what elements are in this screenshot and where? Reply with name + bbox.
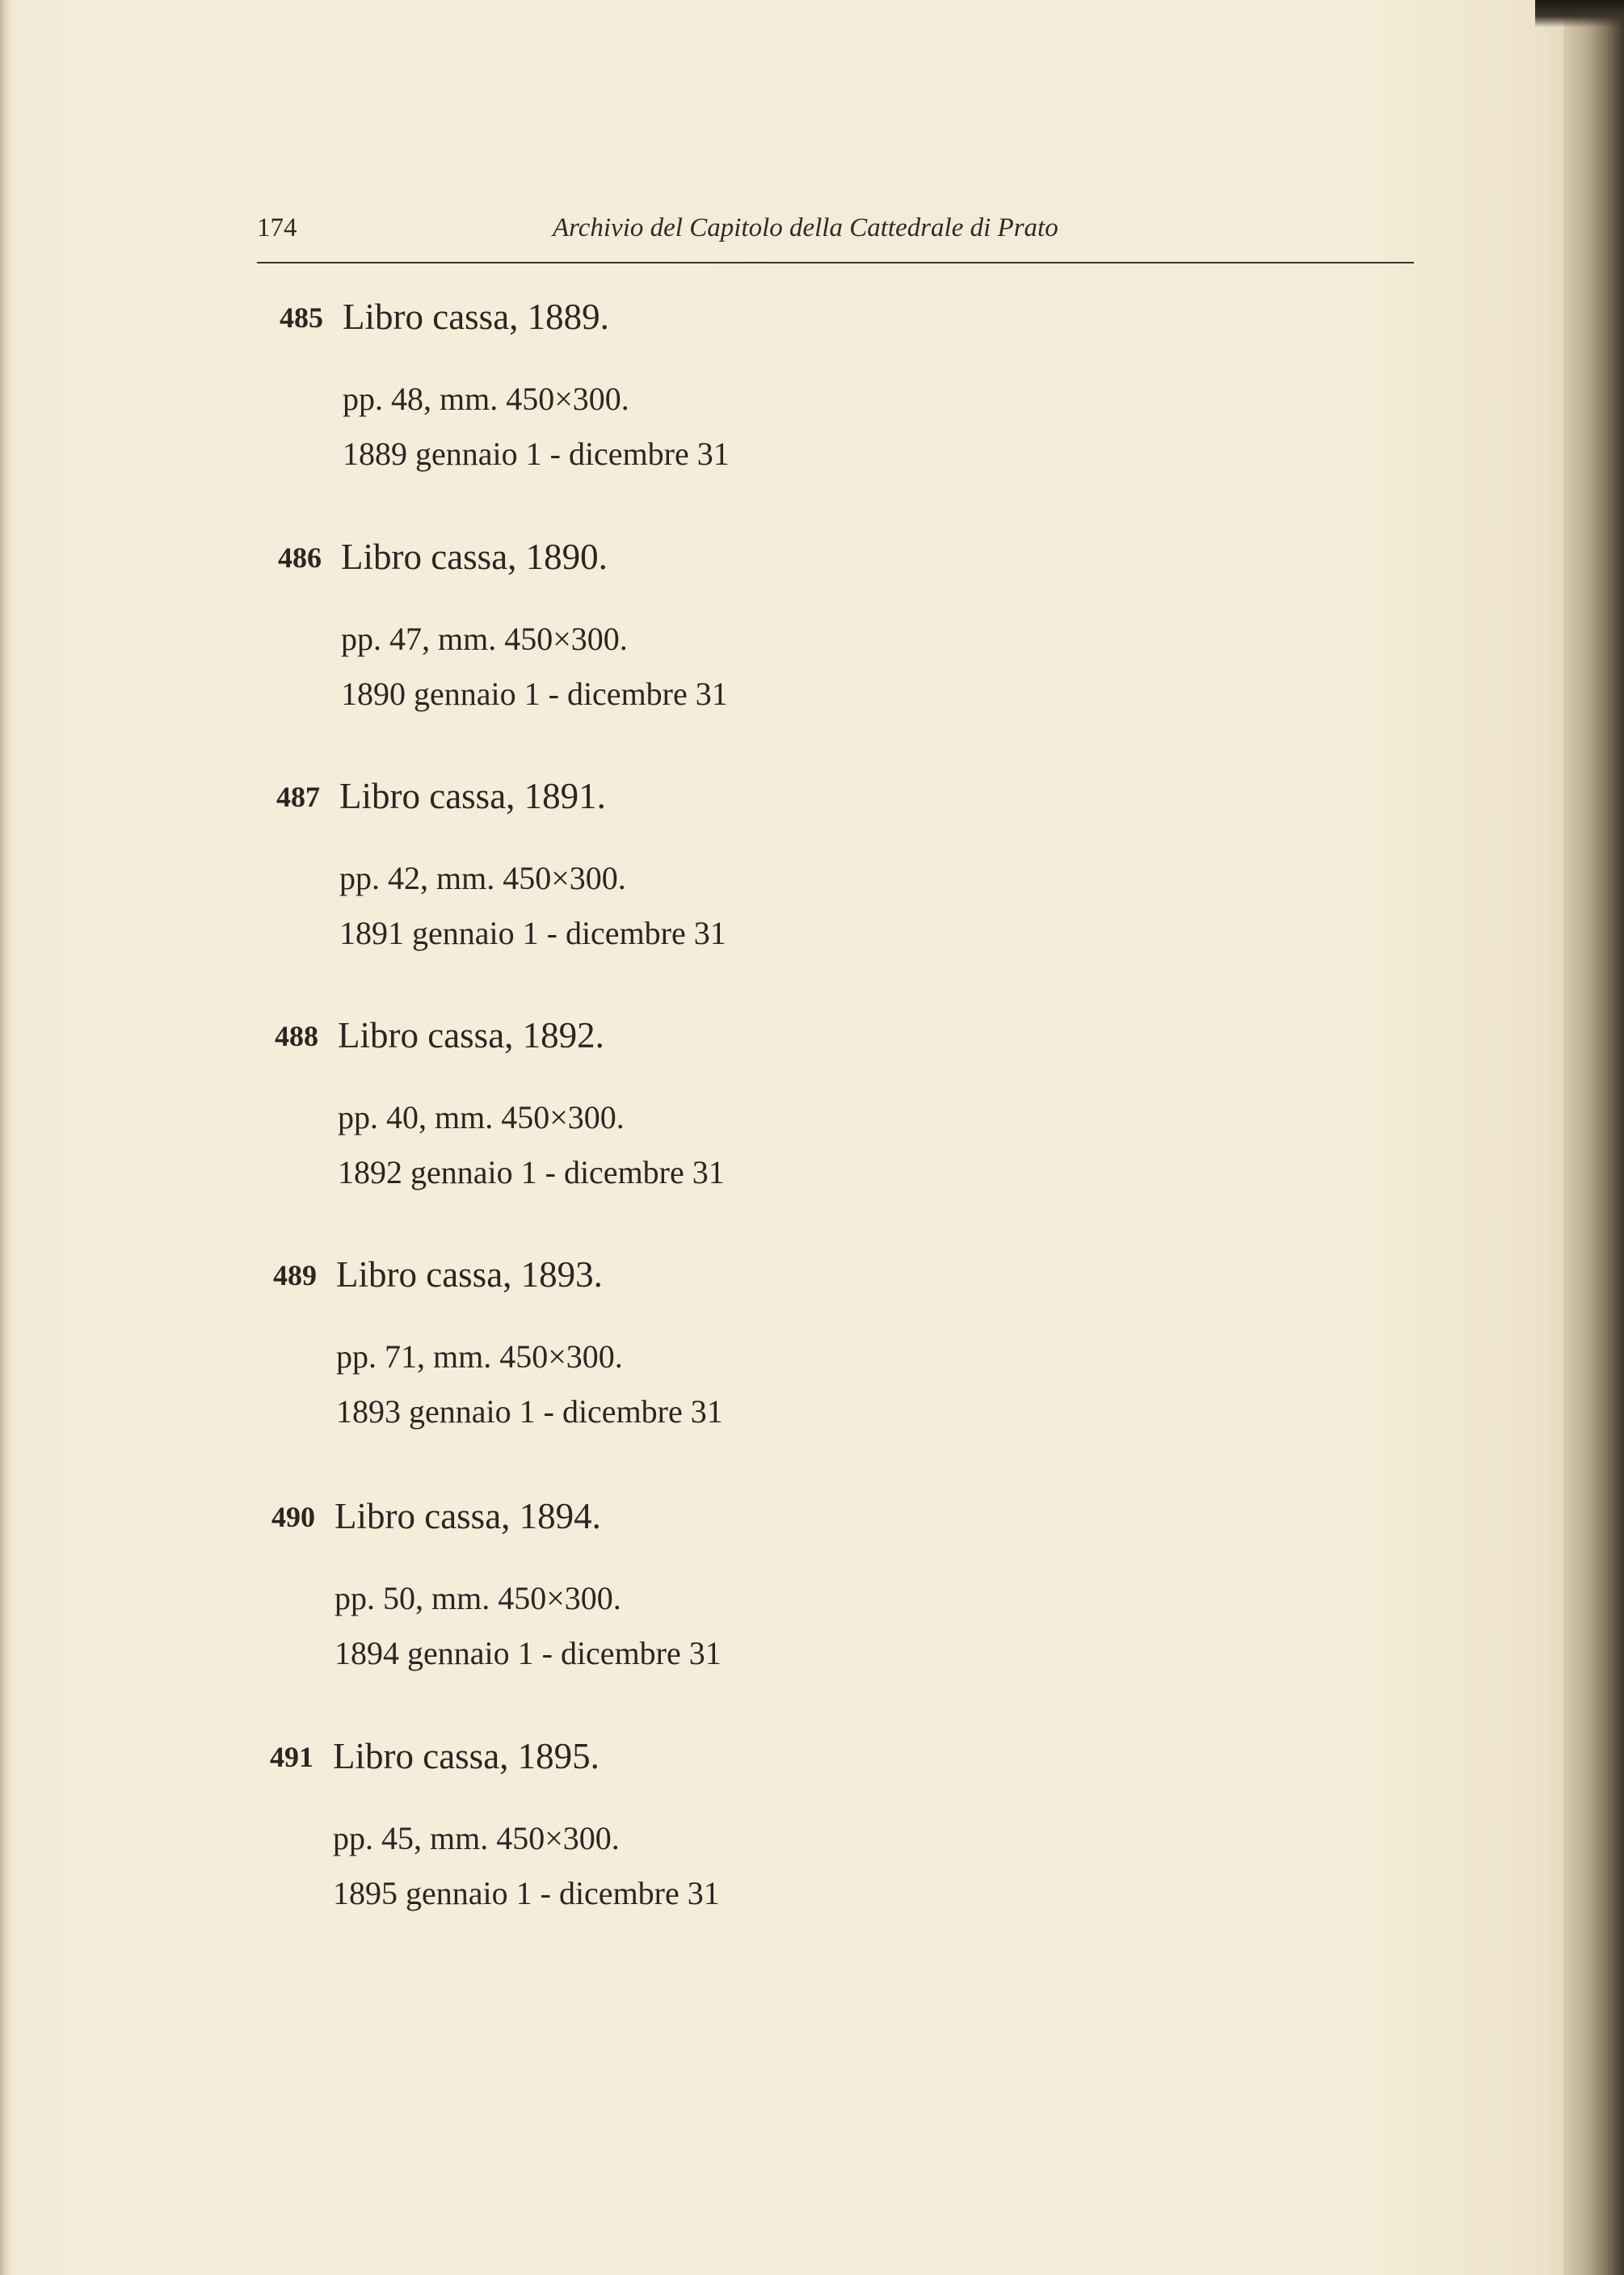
catalog-entry [257,297,984,503]
entry-description: pp. 42, mm. 450×300. [339,860,626,896]
page-gutter-shadow [1563,0,1624,2275]
entry-title: Libro cassa, 1894. [334,1496,601,1536]
entry-title: Libro cassa, 1892. [338,1015,604,1055]
entry-description: pp. 71, mm. 450×300. [336,1338,623,1375]
entry-title: Libro cassa, 1895. [333,1736,600,1776]
entry-dates: 1893 gennaio 1 - dicembre 31 [336,1393,723,1430]
entry-number: 485 [280,301,323,334]
entry-description: pp. 50, mm. 450×300. [334,1580,621,1616]
scan-corner-shadow [1535,0,1624,27]
entry-title: Libro cassa, 1893. [336,1254,603,1295]
entry-description: pp. 40, mm. 450×300. [338,1099,625,1135]
entry-title: Libro cassa, 1889. [343,297,609,337]
page-header [257,209,1414,263]
entry-dates: 1892 gennaio 1 - dicembre 31 [338,1154,725,1190]
entry-number: 491 [270,1741,313,1773]
catalog-entry [254,776,981,982]
entry-number: 486 [278,541,322,574]
entry-number: 490 [271,1501,315,1533]
entry-dates: 1890 gennaio 1 - dicembre 31 [341,676,728,712]
entry-description: pp. 45, mm. 450×300. [333,1820,620,1856]
entry-description: pp. 48, mm. 450×300. [343,381,629,417]
catalog-entry [247,1736,974,1942]
page-number: 174 [257,213,297,242]
entry-dates: 1894 gennaio 1 - dicembre 31 [334,1635,722,1671]
entry-dates: 1891 gennaio 1 - dicembre 31 [339,915,726,951]
catalog-entry [255,537,982,743]
running-title: Archivio del Capitolo della Cattedrale di Prato [553,213,1058,242]
catalog-entry [252,1015,979,1221]
entry-number: 487 [276,781,320,813]
catalog-entry [249,1496,976,1702]
entry-number: 489 [273,1259,317,1291]
entry-dates: 1889 gennaio 1 - dicembre 31 [343,436,730,472]
entry-number: 488 [275,1020,318,1052]
binding-edge [0,0,11,2275]
entry-title: Libro cassa, 1891. [339,776,606,816]
catalog-entry [250,1254,978,1460]
entry-title: Libro cassa, 1890. [341,537,608,577]
entry-dates: 1895 gennaio 1 - dicembre 31 [333,1875,720,1911]
entry-description: pp. 47, mm. 450×300. [341,621,628,657]
